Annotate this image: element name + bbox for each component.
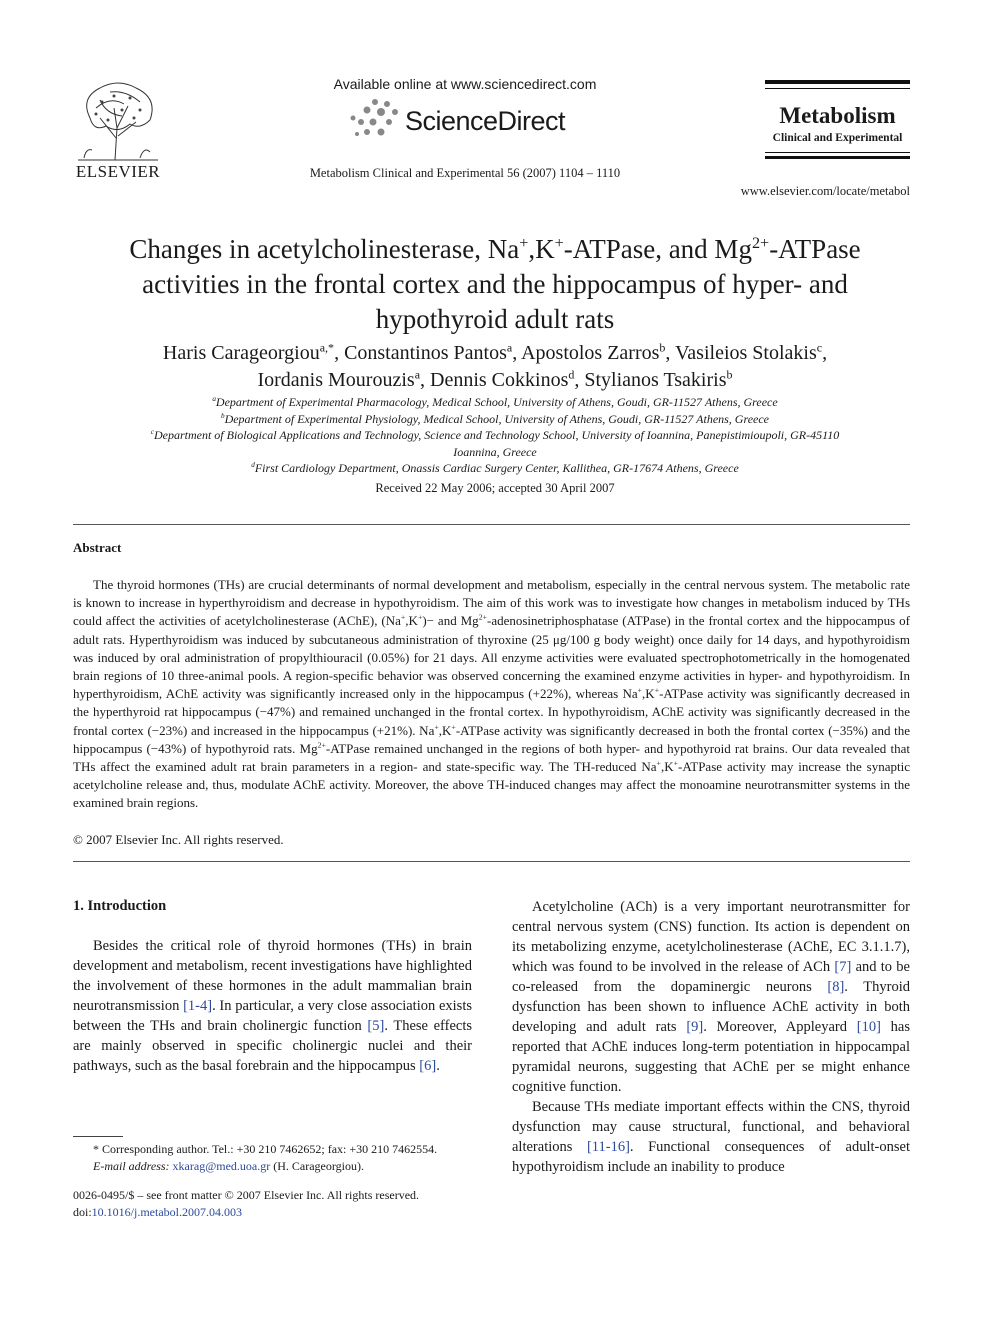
abstract-sup: +: [451, 722, 456, 732]
paragraph-text: . Moreover, Appleyard: [703, 1019, 857, 1035]
journal-citation: Metabolism Clinical and Experimental 56 (2007) 1104 – 1110: [309, 166, 621, 180]
affiliation-text: Department of Biological Applications and Technology, Science and Technology School, University of Ioannina, Panepistimioupoli, GR-45110 Ioannina, Greece: [153, 428, 840, 459]
author-name[interactable]: Stylianos Tsakiris: [584, 369, 727, 391]
copyright-notice: © 2007 Elsevier Inc. All rights reserved.: [73, 832, 284, 847]
citation-link[interactable]: [1-4]: [183, 998, 213, 1014]
body-column-left: [73, 936, 472, 1076]
author-separator: ,: [512, 342, 522, 364]
author-list: [80, 340, 910, 394]
paragraph-text: .: [436, 1058, 440, 1074]
corresponding-author-footnote: [73, 1141, 472, 1175]
paragraph-text: Because THs mediate important effects within the CNS, thyroid dysfunction may cause structural, functional, and behavioral alterations: [512, 1099, 910, 1155]
corresponding-author-text: * Corresponding author. Tel.: +30 210 7462652; fax: +30 210 7462554.: [93, 1142, 438, 1156]
abstract-span: -ATPase activity may increase the synaptic acetylcholine release and, thus, modulate AChE activity. Moreover, the above TH-induced changes may affect the monoamine neurotransmitter systems in the examined brain regions.: [73, 759, 910, 811]
author-separator: ,: [822, 342, 828, 364]
journal-name: Metabolism: [779, 103, 896, 128]
author-separator: ,: [334, 342, 345, 364]
affiliation-sup: a: [212, 395, 216, 403]
abstract-sup: +: [400, 613, 406, 623]
author-name[interactable]: Iordanis Mourouzis: [257, 369, 415, 391]
author-name[interactable]: Constantinos Pantos: [344, 342, 507, 364]
email-label: E-mail address:: [93, 1159, 170, 1173]
abstract-span: -adenosinetriphosphatase (ATPase) in the frontal cortex and the hippocampus of adult rats. Hyperthyroidism was induced by subcutaneous administration of thyroxine (25 μg/100 g body weight) once daily for 14 days, and hypothyroidism was induced by oral administration of propylthiouracil (0.05%) for 21 days. All enzyme activities were evaluated spectrophotometrically in the homogenated brain regions of 10 three-animal pools. A region-specific behavior was observed concerning the examined enzyme activities in hyper- and hypothyroidism. In hyperthyroidism, AChE activity was significantly increased only in the hippocampus (+22%), whereas Na: [73, 613, 910, 702]
doi-link[interactable]: 10.1016/j.metabol.2007.04.003: [91, 1205, 242, 1219]
paragraph-text: . These effects are mainly observed in specific cholinergic nuclei and their pathways, such as the basal forebrain and the hippocampus: [73, 1018, 472, 1074]
available-online-text: Available online at www.sciencedirect.com: [333, 76, 597, 92]
abstract-span: -ATPase activity was significantly decreased in the hyperthyroid rat hippocampus (−47%) and remained unchanged in the frontal cortex. In hypothyroidism, AChE activity was significantly decreased in the frontal cortex (−23%) and increased in the hippocampus (+21%). Na: [73, 686, 910, 738]
abstract-text: [73, 576, 910, 813]
masthead-rule: [765, 156, 910, 159]
citation-link[interactable]: [10]: [856, 1019, 881, 1035]
author-affil-sup: a,*: [319, 340, 335, 355]
citation-link[interactable]: [7]: [834, 959, 852, 975]
citation-link[interactable]: [9]: [686, 1019, 704, 1035]
abstract-sup: +: [417, 613, 423, 623]
abstract-span: ,K: [660, 759, 674, 775]
author-name[interactable]: Haris Carageorgiou: [162, 342, 320, 364]
title-sup: 2+: [751, 234, 770, 252]
publisher-name: ELSEVIER: [75, 162, 161, 181]
author-affil-sup: d: [568, 367, 575, 382]
author-separator: ,: [574, 369, 585, 391]
affiliation: [80, 427, 910, 460]
email-line: [73, 1158, 472, 1175]
author-separator: ,: [420, 369, 431, 391]
paragraph: [73, 936, 472, 1076]
title-text: ,K: [528, 234, 555, 264]
sciencedirect-wordmark: ScienceDirect: [405, 106, 566, 136]
tree-icon: [70, 78, 166, 162]
title-text: -ATPase, and Mg: [563, 234, 752, 264]
paragraph-text: . Functional consequences of adult-onset hypothyroidism include an inability to produce: [512, 1139, 910, 1175]
affiliation-text: Department of Experimental Physiology, Medical School, University of Athens, Goudi, GR-11527 Athens, Greece: [224, 411, 770, 426]
received-dates: Received 22 May 2006; accepted 30 April 2007: [375, 481, 615, 495]
paragraph-text: . Thyroid dysfunction has been shown to influence AChE activity in both developing and adult rats: [512, 979, 910, 1035]
abstract-sup: +: [656, 758, 661, 768]
article-title: [80, 232, 910, 337]
abstract-span: ,K: [438, 722, 452, 738]
masthead-rule: [765, 152, 910, 153]
title-sup: +: [554, 234, 564, 252]
paragraph-text: . In particular, a very close association exists between the THs and brain cholinergic function: [73, 998, 472, 1034]
abstract-span: -ATPase remained unchanged in the regions of both hyper- and hypothyroid rat brains. Our data revealed that THs affect the examined adult rat brain parameters in a region- and state-specific way. The TH-reduced Na: [73, 740, 910, 775]
affiliation-sup: c: [150, 428, 154, 436]
author-affil-sup: b: [659, 340, 666, 355]
citation-link[interactable]: [11-16]: [586, 1139, 630, 1155]
footnote-rule: [73, 1136, 123, 1137]
abstract-sup: +: [654, 685, 660, 695]
affiliation: [80, 460, 910, 477]
sciencedirect-dots-icon: [345, 96, 405, 142]
affiliation: [80, 394, 910, 411]
affiliation-text: First Cardiology Department, Onassis Cardiac Surgery Center, Kallithea, GR-17674 Athens, Greece: [254, 461, 739, 475]
email-suffix: (H. Carageorgiou).: [270, 1159, 364, 1173]
author-separator: ,: [665, 342, 676, 364]
author-name[interactable]: Vasileios Stolakis: [675, 342, 817, 364]
journal-subtitle: Clinical and Experimental: [772, 132, 903, 144]
paragraph: [512, 897, 910, 1097]
abstract-span: ,K: [405, 613, 418, 629]
abstract-sup: +: [673, 758, 678, 768]
paragraph-text: and to be co-released from the dopaminergic neurons: [512, 959, 910, 995]
abstract-heading: Abstract: [73, 540, 122, 555]
citation-link[interactable]: [5]: [367, 1018, 385, 1034]
doi-label: doi:: [73, 1205, 92, 1219]
affiliation-sup: d: [251, 461, 255, 469]
body-column-right: [512, 897, 910, 1177]
citation-link[interactable]: [8]: [827, 979, 845, 995]
section-divider: [73, 524, 910, 525]
abstract-span: )− and Mg: [422, 613, 479, 629]
abstract-sup: 2+: [478, 613, 487, 623]
paragraph-text: has reported that AChE induces long-term potentiation in hippocampal pyramidal neurons, suggesting that AChE per se might enhance cognitive function.: [512, 1019, 910, 1095]
abstract-span: -ATPase activity was significantly decreased in both the frontal cortex (−35%) and the hippocampus (−43%) of hypothyroid rats. Mg: [73, 722, 910, 756]
abstract-sup: +: [434, 722, 439, 732]
abstract-sup: +: [637, 685, 643, 695]
title-sup: +: [519, 234, 529, 252]
author-name[interactable]: Dennis Cokkinos: [430, 369, 569, 391]
citation-link[interactable]: [6]: [419, 1058, 437, 1074]
affiliation-list: [80, 394, 910, 477]
issn-line: 0026-0495/$ – see front matter © 2007 Elsevier Inc. All rights reserved.: [73, 1188, 420, 1202]
paragraph: [512, 1097, 910, 1177]
author-affil-sup: a: [414, 367, 421, 382]
author-affil-sup: a: [506, 340, 513, 355]
masthead-rule: [765, 88, 910, 89]
title-text: -ATPase activities in the frontal cortex and the hippocampus of hyper- and hypothyroid adult rats: [142, 234, 861, 334]
front-matter-info: [73, 1187, 472, 1221]
author-affil-sup: b: [726, 367, 733, 382]
doi-line: [73, 1204, 472, 1221]
paragraph-text: Acetylcholine (ACh) is a very important neurotransmitter for central nervous system (CNS) function. Its action is dependent on its metabolizing enzyme, acetylcholinesterase (AChE, EC 3.1.1.7), which was found to be involved in the release of ACh: [512, 899, 910, 975]
journal-url-link[interactable]: www.elsevier.com/locate/metabol: [740, 184, 910, 198]
author-name[interactable]: Apostolos Zarros: [521, 342, 660, 364]
section-divider: [73, 861, 910, 862]
affiliation-sup: b: [220, 411, 225, 420]
abstract-sup: 2+: [317, 740, 326, 750]
paragraph-text: Besides the critical role of thyroid hormones (THs) in brain development and metabolism, recent investigations have highlighted the involvement of these hormones in the adult mammalian brain neurotransmission: [73, 938, 472, 1014]
abstract-span: The thyroid hormones (THs) are crucial determinants of normal development and metabolism, especially in the central nervous system. The metabolic rate is known to increase in hyperthyroidism and decrease in hypothyroidism. The aim of this work was to investigate how changes in metabolism induced by THs could affect the activities of acetylcholinesterase (AChE), (Na: [73, 577, 910, 629]
author-affil-sup: c: [816, 340, 823, 355]
masthead-rule: [765, 80, 910, 84]
affiliation: [80, 411, 910, 428]
title-text: Changes in acetylcholinesterase, Na: [129, 234, 520, 264]
abstract-span: ,K: [642, 686, 655, 702]
section-heading-introduction: 1. Introduction: [73, 898, 167, 914]
email-link[interactable]: xkarag@med.uoa.gr: [172, 1159, 271, 1173]
affiliation-text: Department of Experimental Pharmacology, Medical School, University of Athens, Goudi, GR-11527 Athens, Greece: [215, 395, 778, 409]
